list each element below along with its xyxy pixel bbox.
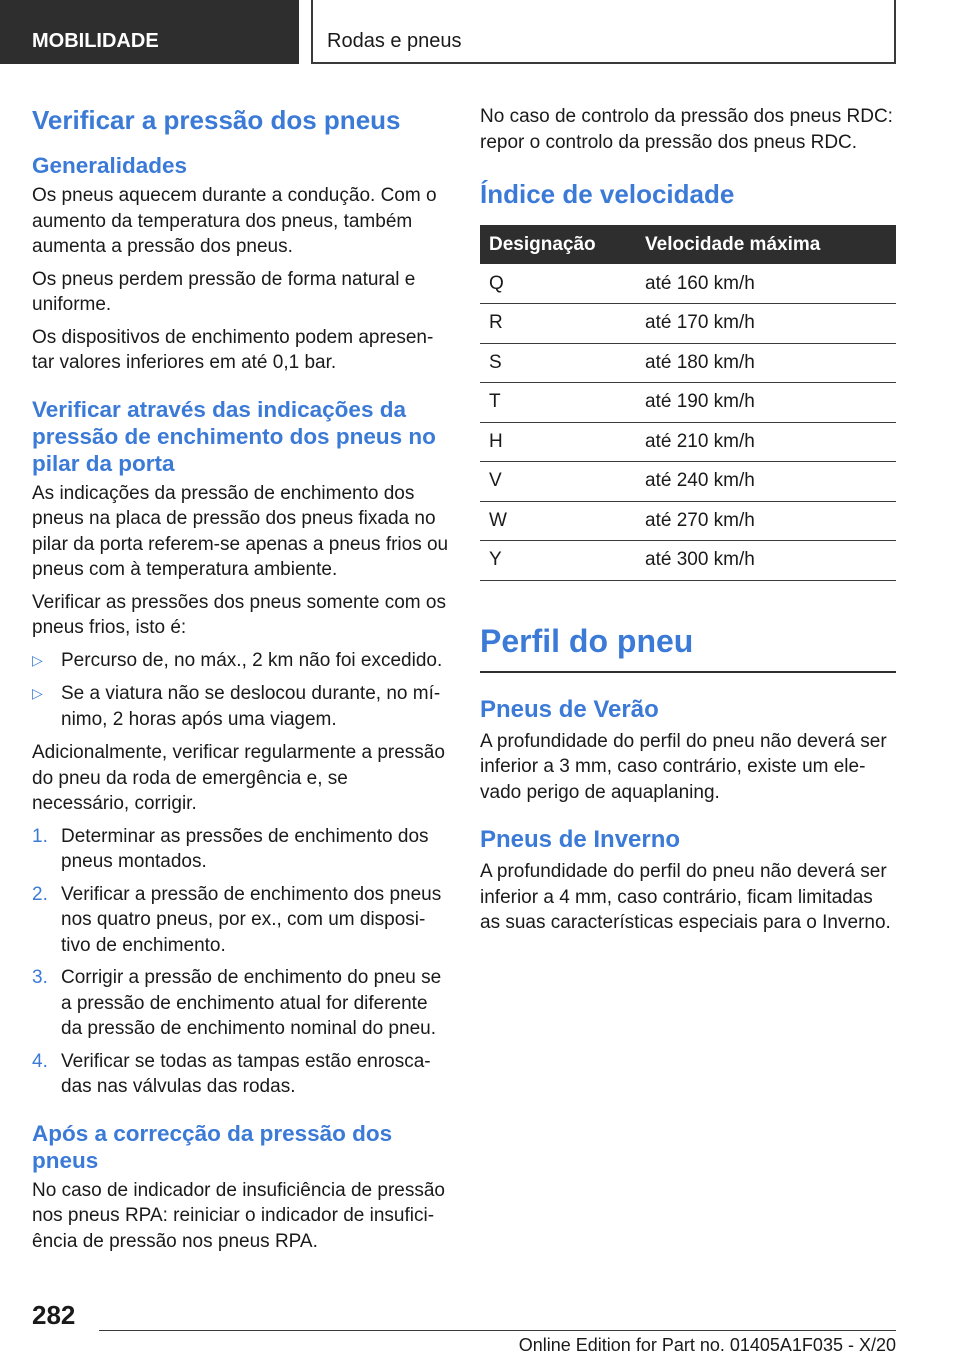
triangle-right-icon: ▷ [32, 651, 43, 668]
right-column [480, 104, 896, 943]
table-row: H até 210 km/h [480, 422, 896, 462]
column-header: Velocidade máxima [637, 225, 896, 264]
table-row: R até 170 km/h [480, 304, 896, 344]
table-row: V até 240 km/h [480, 462, 896, 502]
paragraph: A profundidade do perfil do pneu não deverá ser inferior a 3 mm, caso contrário, existe um ele-vado perigo de aquaplaning. [480, 730, 887, 803]
paragraph: Verificar as pressões dos pneus somente com os pneus frios, isto é: [32, 591, 446, 638]
paragraph: Os pneus aquecem durante a condução. Com o aumento da temperatura dos pneus, também aumenta a pressão dos pneus. [32, 185, 437, 257]
bullet-list [32, 648, 450, 733]
list-item: 4. Verificar se todas as tampas estão enrosca-das nas válvulas das rodas. [32, 1050, 431, 1097]
list-item: ▷ Se a viatura não se deslocou durante, no mí-nimo, 2 horas após uma viagem. [32, 683, 441, 730]
door-pillar-heading: Verificar através das indicações da pressão de enchimento dos pneus no pilar da porta [32, 396, 436, 476]
after-correction-heading: Após a correcção da pressão dos pneus [32, 1120, 393, 1173]
list-item: 2. Verificar a pressão de enchimento dos pneus nos quatro pneus, por ex., com um disposi-tivo de enchimento. [32, 883, 442, 956]
general-heading: Generalidades [32, 153, 188, 178]
paragraph: No caso de controlo da pressão dos pneus RDC: repor o controlo da pressão dos pneus RDC. [480, 106, 893, 153]
list-item: 3. Corrigir a pressão de enchimento do pneu se a pressão de enchimento atual for diferente da pressão de enchimento nominal do pneu. [32, 967, 442, 1039]
table-row: W até 270 km/h [480, 501, 896, 541]
left-column [32, 100, 450, 1261]
winter-tyres-heading: Pneus de Inverno [480, 826, 681, 853]
table-row: Y até 300 km/h [480, 541, 896, 581]
paragraph: No caso de indicador de insuficiência de pressão nos pneus RPA: reiniciar o indicador de insufici-ência de pressão nos pneus RPA. [32, 1179, 445, 1252]
edition-note: Online Edition for Part no. 01405A1F035 - X/20 [518, 1335, 896, 1355]
column-header: Designação [480, 225, 637, 264]
list-item: ▷ Percurso de, no máx., 2 km não foi excedido. [32, 648, 450, 674]
tread-profile-heading: Perfil do pneu [480, 621, 896, 673]
footer-divider [99, 1330, 896, 1331]
table-row: Q até 160 km/h [480, 264, 896, 304]
step-list [32, 824, 450, 1100]
speed-index-table [480, 225, 896, 581]
section-title: Verificar a pressão dos pneus [32, 105, 401, 135]
chapter-tab: Rodas e pneus [311, 0, 896, 64]
paragraph: A profundidade do perfil do pneu não deverá ser inferior a 4 mm, caso contrário, ficam limitadas as suas características especiais para o Inverno. [480, 861, 891, 933]
table-row: T até 190 km/h [480, 383, 896, 423]
speed-index-heading: Índice de velocidade [480, 179, 735, 209]
paragraph: As indicações da pressão de enchimento dos pneus na placa de pressão dos pneus fixada no pilar da porta referem-se apenas a pneus frios ou pneus com à temperatura ambiente. [32, 482, 449, 580]
triangle-right-icon: ▷ [32, 685, 43, 701]
list-item: 1. Determinar as pressões de enchimento dos pneus montados. [32, 825, 429, 872]
paragraph: Os pneus perdem pressão de forma natural e uniforme. [32, 268, 416, 315]
page-number: 282 [32, 1300, 76, 1330]
table-header-row [480, 225, 896, 264]
summer-tyres-heading: Pneus de Verão [480, 695, 659, 723]
section-tab: MOBILIDADE [0, 0, 299, 64]
table-row: S até 180 km/h [480, 343, 896, 383]
paragraph: Adicionalmente, verificar regularmente a pressão do pneu da roda de emergência e, se necessário, corrigir. [32, 742, 445, 814]
paragraph: Os dispositivos de enchimento podem apresen-tar valores inferiores em até 0,1 bar. [32, 326, 434, 373]
